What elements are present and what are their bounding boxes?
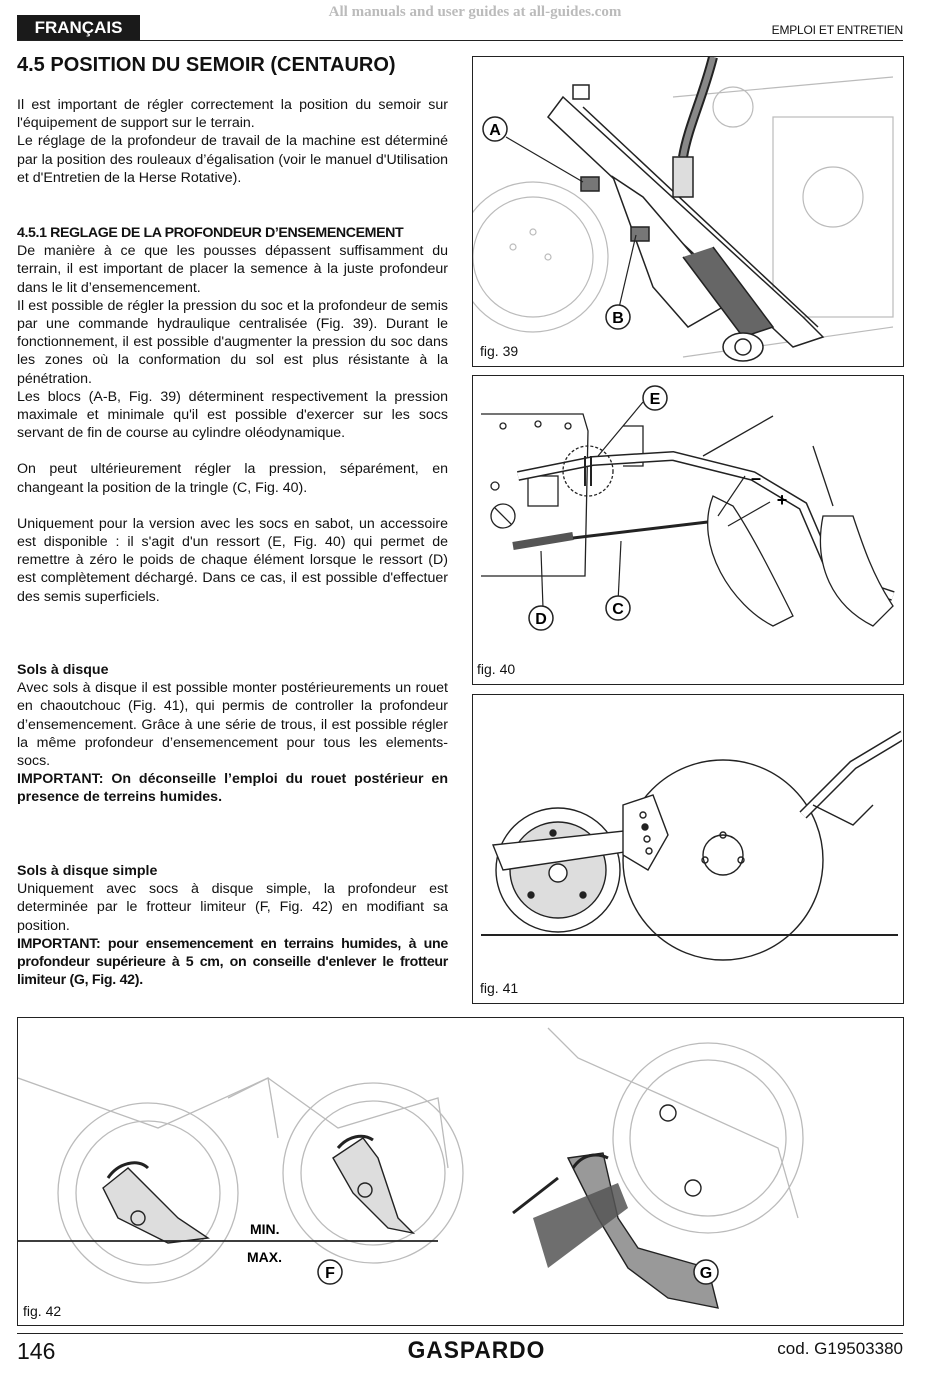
intro-para-1: Il est important de régler correctement la position du semoir sur l'équipement de support sur le terrain. [17, 97, 448, 132]
section-header: EMPLOI ET ENTRETIEN [771, 23, 903, 37]
fig42-callout-g: G [699, 1265, 713, 1282]
fig40-minus-sign: – [750, 468, 762, 488]
fig41-caption: fig. 41 [480, 980, 519, 996]
document-code: cod. G19503380 [777, 1339, 903, 1358]
fig39-illustration [473, 57, 902, 365]
single-disc-heading: Sols à disque simple [17, 863, 158, 879]
fig42-max-label: MAX. [247, 1249, 282, 1265]
intro-block [17, 96, 448, 187]
single-disc-block [17, 862, 448, 989]
fig39-callout-a: A [489, 122, 501, 139]
fig42-callout-f: F [325, 1265, 335, 1282]
page-number: 146 [17, 1338, 56, 1364]
disc-important: IMPORTANT: On déconseille l’emploi du rouet postérieur en presence de terreins humides. [17, 771, 448, 806]
fig42-min-label: MIN. [250, 1221, 280, 1237]
subsection-block [17, 224, 448, 606]
figure-40 [472, 375, 904, 685]
footer-rule [17, 1333, 903, 1334]
single-disc-important: IMPORTANT: pour ensemencement en terrains humides, à une profondeur supérieure à 5 cm, on conseille d'enlever le frotteur limiteur (G, Fig. 42). [17, 935, 448, 989]
section-title: 4.5 POSITION DU SEMOIR (CENTAURO) [17, 54, 396, 76]
header-rule [17, 40, 903, 41]
fig40-plus-sign: + [776, 490, 788, 510]
disc-body: Avec sols à disque il est possible monter postérieurements un rouet en chaoutchouc (Fig. 41), qui permis de controller la profondeur d’ensemencement. Grâce à une série de trous, il est possible régler la même profondeur d’ensemencement pour tous les elements-socs. [17, 680, 448, 770]
subsection-para-5: Uniquement pour la version avec les socs en sabot, un accessoire est disponible : il s'agit d'un ressort (E, Fig. 40) qui permet de remettre à zéro le poids de chaque élément lorsque le ressort (D) est complètement déchargé. Dans ce cas, il est possible d'effectuer des semis superficiels. [17, 515, 448, 605]
disc-heading: Sols à disque [17, 662, 109, 678]
subsection-para-1: De manière à ce que les pousses dépassent suffisamment du terrain, il est important de placer la semence à la juste profondeur dans le lit d’ensemencement. [17, 243, 448, 296]
fig40-callout-e: E [649, 391, 661, 408]
fig40-callout-c: C [612, 601, 624, 618]
fig40-caption: fig. 40 [477, 661, 516, 677]
fig42-illustration [18, 1018, 902, 1324]
language-tab: FRANÇAIS [17, 15, 140, 40]
fig41-illustration [473, 695, 902, 1002]
figure-39 [472, 56, 904, 367]
subsection-para-4: On peut ultérieurement régler la pression, séparément, en changeant la position de la tringle (C, Fig. 40). [17, 461, 448, 496]
subsection-heading: 4.5.1 REGLAGE DE LA PROFONDEUR D’ENSEMENCEMENT [17, 225, 404, 241]
single-disc-body: Uniquement avec socs à disque simple, la profondeur est determinée par le frotteur limiteur (F, Fig. 42) en modifiant sa position. [17, 881, 448, 934]
watermark: All manuals and user guides at all-guides.com [328, 4, 622, 20]
subsection-para-2: Il est possible de régler la pression du soc et la profondeur de semis par une commande hydraulique centralisée (Fig. 39). Durant le fonctionnement, il est possible d'augmenter la pression du soc dans les zones où la conformation du sol est plus résistante à la pénétration. [17, 297, 448, 387]
fig40-illustration [473, 376, 902, 683]
fig42-caption: fig. 42 [23, 1303, 62, 1319]
fig39-caption: fig. 39 [480, 343, 519, 359]
subsection-para-3: Les blocs (A-B, Fig. 39) déterminent respectivement la pression maximale et minimale qu'il est possible d'exercer sur les socs servant de fin de course au cylindre oléodynamique. [17, 388, 448, 442]
intro-para-2: Le réglage de la profondeur de travail de la machine est déterminé par la position des rouleaux d’égalisation (voir le manuel d'Utilisation et d'Entretien de la Herse Rotative). [17, 133, 448, 186]
figure-41 [472, 694, 904, 1004]
fig39-callout-b: B [612, 310, 624, 327]
fig40-callout-d: D [535, 611, 547, 628]
figure-42 [17, 1017, 904, 1326]
disc-block [17, 661, 448, 807]
brand-logo: GASPARDO [407, 1337, 546, 1364]
